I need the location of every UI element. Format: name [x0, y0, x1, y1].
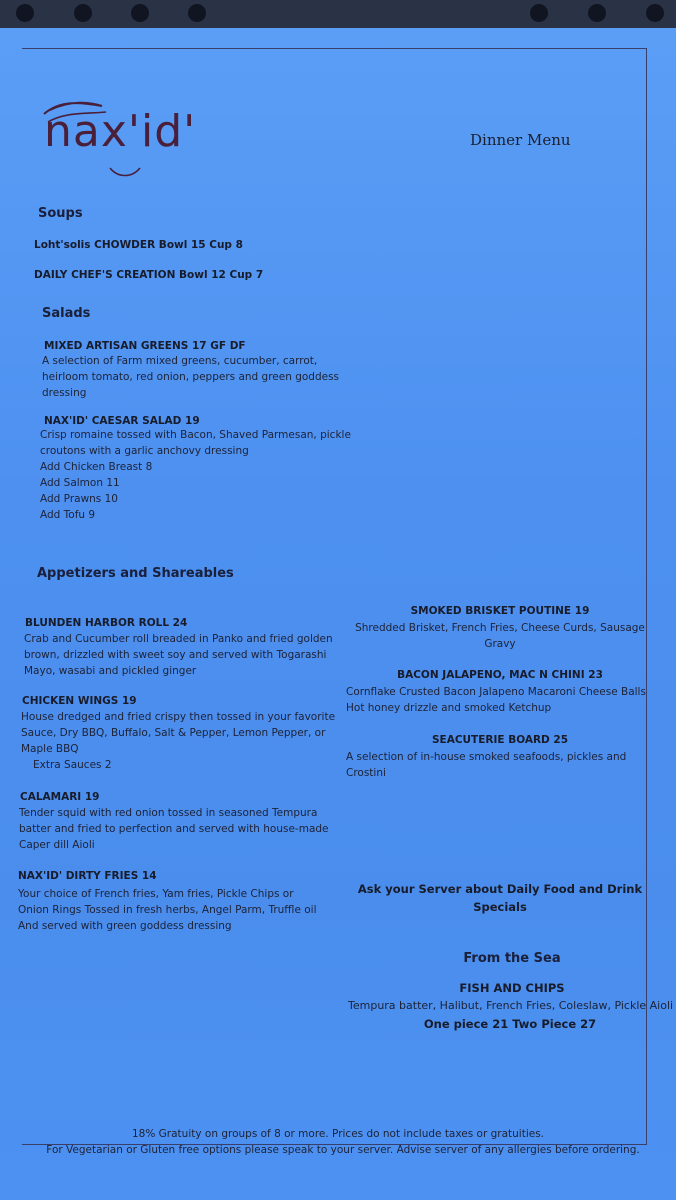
gratuity-note: 18% Gratuity on groups of 8 or more. Prices do not include taxes or gratuities.: [131, 1128, 545, 1140]
logo-wordmark: nax'id': [44, 106, 197, 157]
fish-title: FISH AND CHIPS: [459, 981, 565, 995]
binding-hole: [131, 4, 149, 22]
greens-title: MIXED ARTISAN GREENS 17 GF DF: [44, 340, 246, 352]
sea-heading: From the Sea: [463, 951, 561, 966]
wings-title: CHICKEN WINGS 19: [22, 695, 137, 707]
poutine-title: SMOKED BRISKET POUTINE 19: [410, 605, 590, 617]
addon-item: Add Chicken Breast 8: [40, 461, 153, 473]
addon-item: Add Prawns 10: [40, 493, 118, 505]
binding-hole: [588, 4, 606, 22]
restaurant-logo: [40, 92, 230, 182]
binding-hole: [646, 4, 664, 22]
poutine-desc: Shredded Brisket, French Fries, Cheese Curds, Sausage Gravy: [355, 622, 645, 650]
calamari-desc: Tender squid with red onion tossed in seasoned Tempura batter and fried to perfection and served with house-made Caper dill Aioli: [19, 807, 329, 851]
addon-item: Add Tofu 9: [40, 509, 96, 521]
binding-hole: [74, 4, 92, 22]
fish-price: One piece 21 Two Piece 27: [423, 1017, 597, 1031]
binding-hole: [530, 4, 548, 22]
soups-heading: Soups: [38, 206, 83, 221]
menu-title: Dinner Menu: [470, 131, 571, 149]
daily-soup-item: DAILY CHEF'S CREATION Bowl 12 Cup 7: [34, 269, 264, 281]
salads-heading: Salads: [42, 306, 91, 321]
bacon-title: BACON JALAPENO, MAC N CHINI 23: [397, 669, 603, 681]
blunden-title: BLUNDEN HARBOR ROLL 24: [25, 617, 188, 629]
greens-desc: A selection of Farm mixed greens, cucumber, carrot, heirloom tomato, red onion, peppers and green goddess dressing: [42, 355, 340, 399]
caesar-title: NAX'ID' CAESAR SALAD 19: [44, 415, 200, 427]
caesar-desc: Crisp romaine tossed with Bacon, Shaved Parmesan, pickle croutons with a garlic anchovy dressing Add Chicken Breast 8 Add Salmon 11 Add Prawns 10 Add Tofu 9: [40, 429, 351, 521]
bacon-desc: Cornflake Crusted Bacon Jalapeno Macaroni Cheese Balls Hot honey drizzle and smoked Ketchup: [346, 686, 646, 714]
fries-desc: Your choice of French fries, Yam fries, Pickle Chips or Onion Rings Tossed in fresh herbs, Angel Parm, Truffle oil And served with green goddess dressing: [18, 888, 317, 932]
extra-sauces: Extra Sauces 2: [33, 759, 112, 771]
calamari-title: CALAMARI 19: [20, 791, 100, 803]
fish-desc: Tempura batter, Halibut, French Fries, Coleslaw, Pickle Aioli: [348, 999, 674, 1012]
seacuterie-title: SEACUTERIE BOARD 25: [431, 734, 569, 746]
wings-desc: House dredged and fried crispy then tossed in your favorite Sauce, Dry BBQ, Buffalo, Salt & Pepper, Lemon Pepper, or Maple BBQ Extra Sauces 2: [21, 711, 336, 771]
blunden-desc: Crab and Cucumber roll breaded in Panko and fried golden brown, drizzled with sweet soy and served with Togarashi Mayo, wasabi and pickled ginger: [24, 633, 333, 677]
binding-hole: [16, 4, 34, 22]
addon-item: Add Salmon 11: [40, 477, 120, 489]
dietary-note: For Vegetarian or Gluten free options please speak to your server. Advise server of any allergies before ordering.: [46, 1144, 640, 1156]
appetizers-heading: Appetizers and Shareables: [37, 566, 234, 581]
binding-hole: [188, 4, 206, 22]
chowder-item: Loht'solis CHOWDER Bowl 15 Cup 8: [34, 239, 243, 251]
specials-note: Ask your Server about Daily Food and Drink Specials: [357, 882, 643, 914]
fries-title: NAX'ID' DIRTY FRIES 14: [18, 870, 157, 882]
seacuterie-desc: A selection of in-house smoked seafoods, pickles and Crostini: [346, 751, 627, 779]
